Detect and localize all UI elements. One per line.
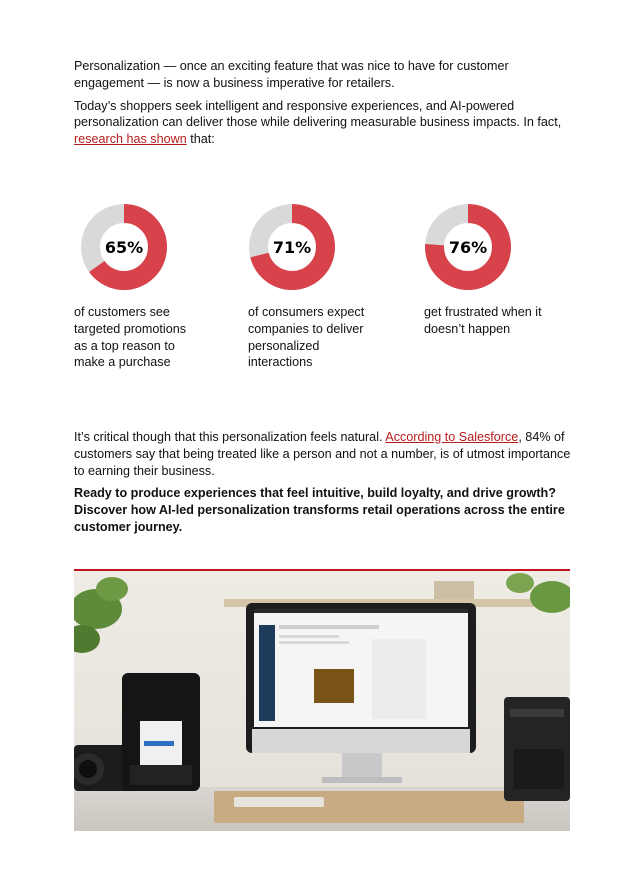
retail-workspace-illustration: [74, 569, 570, 831]
shelf-box: [434, 581, 474, 599]
keyboard: [234, 797, 324, 807]
card-terminal: [122, 673, 200, 791]
caption-line: of customers see: [74, 305, 170, 319]
stat-value: 76%: [448, 238, 488, 257]
closing-text-after-link: , 84% of customers say that being treated like a person and not a number, is of utmost importance to earning their business.: [74, 430, 571, 478]
caption-line: make a purchase: [74, 355, 171, 370]
stats-row: [74, 200, 574, 380]
salesforce-link[interactable]: According to Salesforce: [385, 430, 519, 444]
caption-line: of consumers expect: [248, 305, 365, 319]
caption-line: targeted promotions: [74, 321, 187, 336]
intro-paragraph-2: [74, 98, 574, 148]
stat-value: 71%: [272, 238, 312, 257]
intro-section: [74, 58, 574, 154]
hero-image: [74, 569, 570, 831]
caption-line: as a top reason to: [74, 338, 175, 353]
caption-line: get frustrated when it: [424, 305, 542, 319]
stat-value: 65%: [104, 238, 144, 257]
call-to-action-text: Ready to produce experiences that feel intuitive, build loyalty, and drive growth? Discover how AI-led personalization transforms retail operations across the entire customer journey.: [74, 486, 565, 534]
research-link[interactable]: research has shown: [74, 132, 187, 147]
donut-chart-2: [242, 200, 342, 294]
closing-text-before-link: It’s critical though that this personalization feels natural.: [74, 430, 386, 444]
intro-text-after-link: that:: [186, 132, 215, 147]
intro-text-before-link: Today’s shoppers seek intelligent and responsive experiences, and AI-powered personalization can deliver those while delivering measurable business impacts. In fact,: [74, 98, 562, 130]
closing-paragraph: [74, 429, 574, 479]
stat-caption: [248, 304, 378, 371]
caption-line: companies to deliver: [248, 321, 364, 336]
stat-caption: [74, 304, 204, 371]
printer: [504, 697, 570, 801]
closing-section: [74, 429, 574, 542]
top-accent-line: [74, 569, 570, 571]
intro-paragraph-1: Personalization — once an exciting feature that was nice to have for customer engagement — is now a business imperative for retailers.: [74, 59, 509, 90]
caption-line: doesn’t happen: [424, 321, 511, 336]
caption-line: interactions: [248, 355, 313, 370]
caption-line: personalized: [248, 338, 320, 353]
stat-caption: [424, 304, 554, 338]
donut-chart-1: [74, 200, 174, 294]
donut-chart-3: [418, 200, 518, 294]
